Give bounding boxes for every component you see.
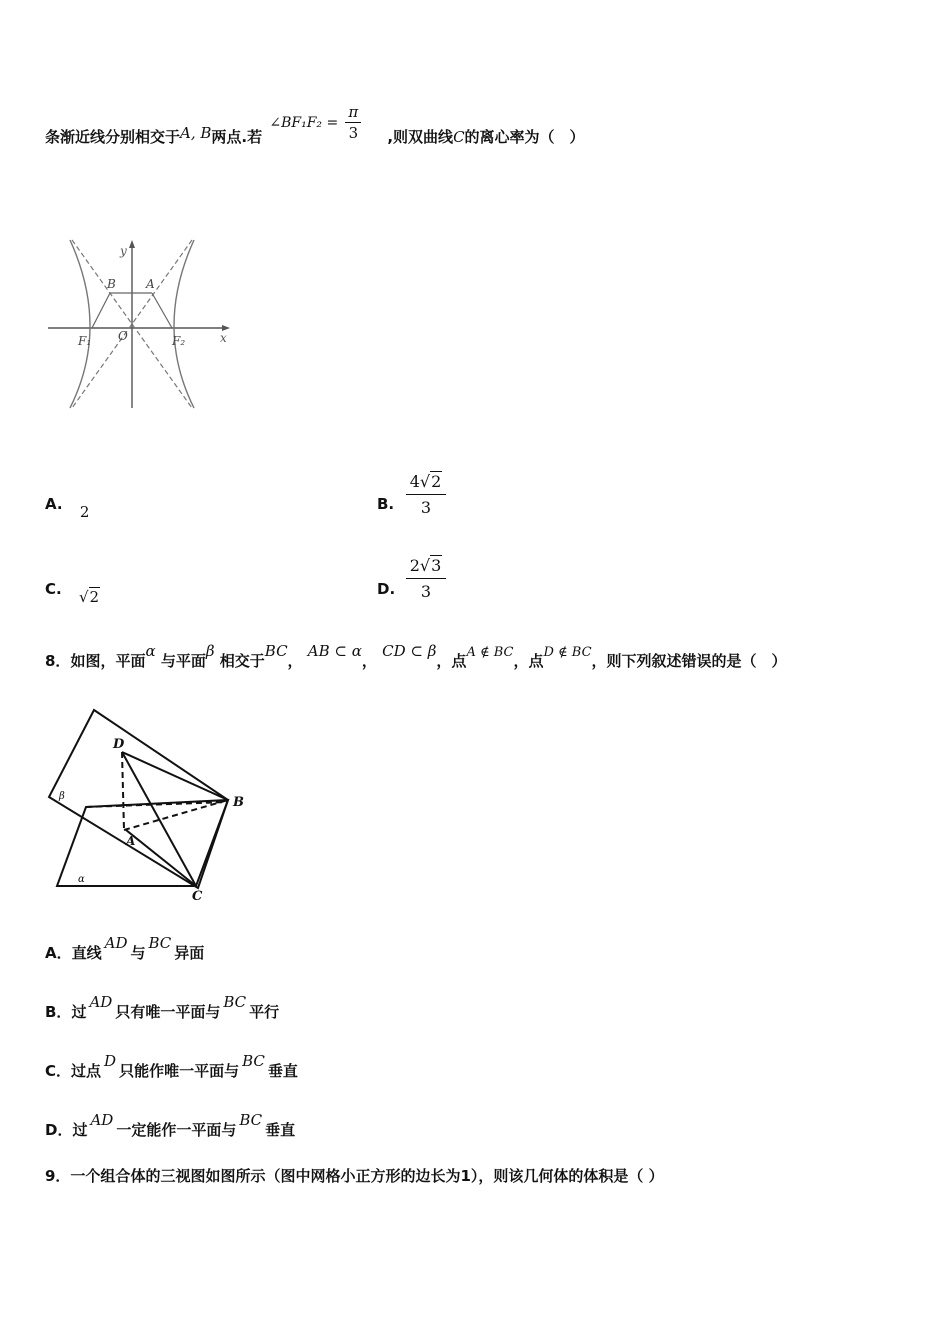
q7-option-D[interactable] bbox=[377, 580, 395, 598]
segment-DA-dashed bbox=[122, 752, 124, 830]
option-label: D． bbox=[45, 1121, 73, 1139]
option-text-b: 一定能作一平面与 bbox=[116, 1121, 237, 1139]
q8-option-C[interactable] bbox=[45, 1052, 298, 1081]
option-D-denominator: 3 bbox=[420, 582, 432, 601]
option-D-label: D. bbox=[377, 580, 396, 598]
option-text-c: 垂直 bbox=[267, 1062, 298, 1080]
q8-stem bbox=[45, 642, 787, 671]
q8-text2: 与平面 bbox=[160, 652, 206, 670]
option-math-2: BC bbox=[223, 993, 247, 1011]
label-F1: F₁ bbox=[78, 334, 92, 348]
q7-option-B[interactable] bbox=[377, 495, 394, 513]
q8-text1: 如图，平面 bbox=[70, 652, 146, 670]
option-text-c: 垂直 bbox=[265, 1121, 296, 1139]
hyperbola-left-branch bbox=[70, 240, 90, 408]
q7-stem-text3: ,则双曲线 bbox=[387, 128, 454, 146]
segment-DB bbox=[122, 752, 228, 800]
q8-text3: 相交于 bbox=[219, 652, 265, 670]
q7-stem bbox=[45, 103, 585, 147]
option-B-denominator: 3 bbox=[420, 498, 432, 517]
option-text-b: 只能作唯一平面与 bbox=[119, 1062, 240, 1080]
q7-stem-text4: 的离心率为（ ） bbox=[464, 128, 585, 146]
label-D: D bbox=[113, 737, 125, 752]
option-math-2: BC bbox=[242, 1052, 265, 1070]
q7-points-AB: A, B bbox=[180, 124, 212, 142]
q7-pi: π bbox=[348, 103, 359, 121]
segment-F1B bbox=[92, 293, 110, 328]
segment-AF2 bbox=[152, 293, 172, 328]
q7-three: 3 bbox=[348, 124, 359, 142]
label-x: x bbox=[220, 331, 227, 345]
q8-text6: ，则下列叙述错误的是（ ） bbox=[591, 652, 787, 670]
q7-option-C[interactable] bbox=[45, 580, 100, 606]
option-C-value: √2 bbox=[78, 588, 100, 606]
q8-AB-subset-alpha: AB ⊂ α bbox=[307, 642, 362, 660]
q7-stem-text2: 两点.若 bbox=[211, 128, 263, 146]
option-text-a: 过 bbox=[71, 1003, 87, 1021]
hyperbola-figure bbox=[40, 230, 240, 415]
planes-figure bbox=[40, 700, 255, 905]
option-math-2: BC bbox=[239, 1111, 263, 1129]
hyperbola-right-branch bbox=[174, 240, 194, 408]
q7-angle: ∠BF₁F₂ = bbox=[269, 115, 339, 131]
label-B: B bbox=[233, 795, 244, 810]
q7-curve-C: C bbox=[453, 128, 465, 146]
option-text-a: 过 bbox=[72, 1121, 88, 1139]
label-F2: F₂ bbox=[172, 334, 186, 348]
label-alpha: α bbox=[78, 874, 85, 885]
q7-pi-over-3 bbox=[345, 103, 361, 142]
label-O: O bbox=[118, 329, 128, 343]
q8-comma1: ， bbox=[287, 652, 303, 670]
label-beta: β bbox=[59, 791, 65, 802]
option-text-c: 平行 bbox=[249, 1003, 280, 1021]
option-math-1: AD bbox=[89, 993, 113, 1011]
q7-angle-condition bbox=[267, 103, 387, 147]
q8-option-D[interactable] bbox=[45, 1111, 296, 1140]
option-math-1: AD bbox=[104, 934, 128, 952]
plane-beta bbox=[49, 710, 228, 888]
q9-stem bbox=[45, 1165, 664, 1186]
q8-beta: β bbox=[205, 642, 215, 660]
option-D-coef: 2 bbox=[409, 556, 420, 575]
option-text-a: 直线 bbox=[71, 944, 102, 962]
option-label: C． bbox=[45, 1062, 72, 1080]
option-D-numerator: 2√3 bbox=[409, 556, 442, 575]
option-label: A． bbox=[45, 944, 72, 962]
q8-CD-subset-beta: CD ⊂ β bbox=[382, 642, 437, 660]
option-A-label: A. bbox=[45, 495, 63, 513]
q8-option-A[interactable] bbox=[45, 934, 205, 963]
option-text-b: 只有唯一平面与 bbox=[115, 1003, 221, 1021]
option-text-a: 过点 bbox=[71, 1062, 102, 1080]
label-A: A bbox=[146, 277, 155, 291]
q7-stem-text: 条渐近线分别相交于 bbox=[45, 128, 181, 146]
q8-number: 8． bbox=[45, 652, 71, 670]
option-A-value: 2 bbox=[79, 503, 90, 521]
q8-text5: ，点 bbox=[513, 652, 544, 670]
label-C: C bbox=[192, 889, 203, 904]
q8-A-notin-BC: A ∉ BC bbox=[466, 645, 514, 660]
option-B-numerator: 4√2 bbox=[409, 472, 442, 491]
label-B: B bbox=[107, 277, 116, 291]
q8-BC: BC bbox=[264, 642, 288, 660]
q8-comma2: ， bbox=[361, 652, 377, 670]
option-math-1: D bbox=[104, 1052, 117, 1070]
option-B-label: B. bbox=[377, 495, 395, 513]
q8-alpha: α bbox=[145, 642, 156, 660]
q7-option-B-value bbox=[406, 472, 446, 517]
option-B-coef: 4 bbox=[409, 472, 420, 491]
option-D-radicand: 3 bbox=[431, 556, 442, 575]
q8-D-notin-BC: D ∉ BC bbox=[543, 645, 592, 660]
label-y: y bbox=[120, 244, 127, 258]
q9-text: 9．一个组合体的三视图如图所示（图中网格小正方形的边长为1），则该几何体的体积是（ ） bbox=[45, 1167, 664, 1185]
option-text-b: 与 bbox=[130, 944, 146, 962]
option-text-c: 异面 bbox=[174, 944, 205, 962]
q7-option-A[interactable] bbox=[45, 495, 90, 521]
q8-option-B[interactable] bbox=[45, 993, 280, 1022]
option-label: B． bbox=[45, 1003, 72, 1021]
option-B-radicand: 2 bbox=[431, 472, 442, 491]
segment-AC bbox=[126, 830, 196, 886]
y-axis-arrow bbox=[129, 240, 135, 248]
option-math-1: AD bbox=[90, 1111, 114, 1129]
option-math-2: BC bbox=[148, 934, 172, 952]
q8-text4: ，点 bbox=[436, 652, 467, 670]
q7-option-D-value bbox=[406, 556, 446, 601]
option-C-label: C. bbox=[45, 580, 62, 598]
label-A: A bbox=[126, 834, 136, 848]
option-C-radicand: 2 bbox=[89, 588, 100, 606]
